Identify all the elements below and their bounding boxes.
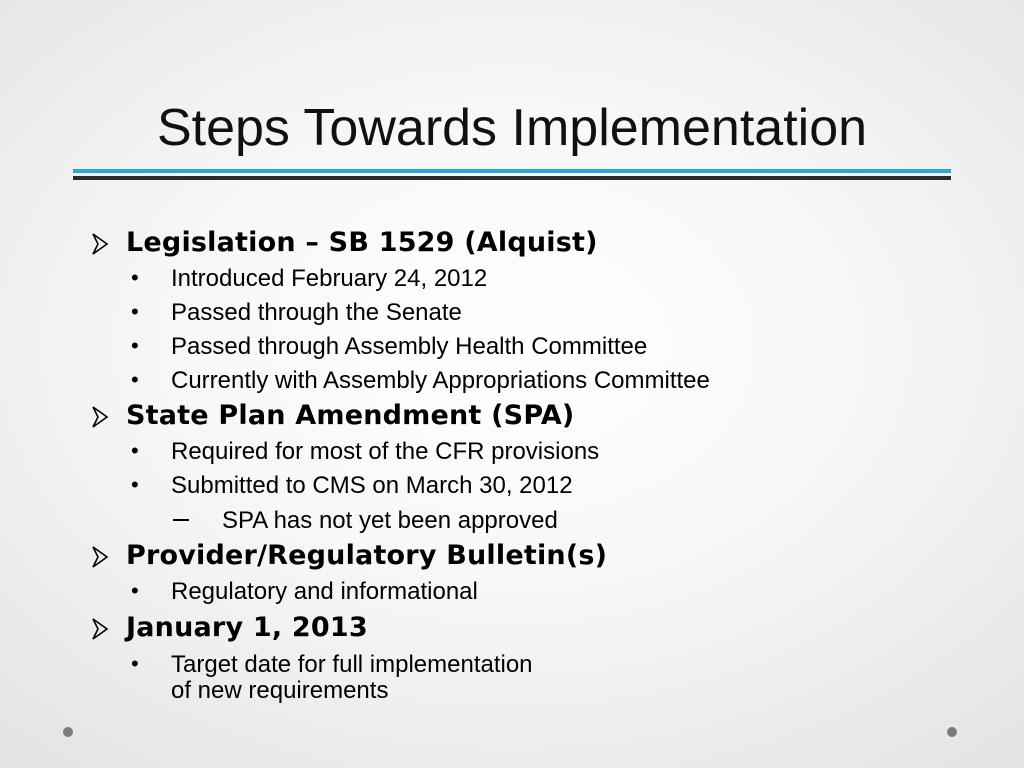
dot-icon	[947, 727, 957, 737]
list-item	[0, 367, 1024, 395]
list-item-text: Regulatory and informational	[171, 578, 478, 605]
section-january	[0, 612, 1024, 646]
section-spa	[0, 400, 1024, 434]
arrowhead-icon	[90, 545, 110, 569]
list-item-text: Required for most of the CFR provisions	[171, 438, 600, 465]
list-item	[0, 265, 1024, 293]
bullet-dot-icon: •	[131, 333, 139, 358]
list-item-text: Introduced February 24, 2012	[171, 265, 488, 292]
list-subitem-text: SPA has not yet been approved	[222, 507, 558, 534]
list-item	[0, 472, 1024, 500]
section-heading: Provider/Regulatory Bulletin(s)	[126, 540, 608, 571]
bullet-dot-icon: •	[131, 472, 139, 497]
arrowhead-icon	[90, 232, 110, 256]
section-legislation	[0, 227, 1024, 261]
list-item-continuation	[0, 677, 1024, 705]
bullet-dot-icon: •	[131, 651, 139, 676]
bullet-dot-icon: •	[131, 265, 139, 290]
dot-icon	[63, 727, 73, 737]
section-heading: January 1, 2013	[126, 612, 368, 643]
title-rule-dark	[73, 176, 951, 180]
bullet-dot-icon: •	[131, 438, 139, 463]
list-item	[0, 438, 1024, 466]
list-item	[0, 651, 1024, 679]
arrowhead-icon	[90, 617, 110, 641]
list-item-text: Currently with Assembly Appropriations Committee	[171, 367, 710, 394]
section-heading: Legislation – SB 1529 (Alquist)	[126, 227, 598, 258]
list-subitem	[0, 507, 1024, 535]
list-item-text: Target date for full implementation	[171, 651, 533, 678]
bullet-dot-icon: •	[131, 367, 139, 392]
slide-title: Steps Towards Implementation	[156, 99, 868, 157]
section-bulletins	[0, 540, 1024, 574]
arrowhead-icon	[90, 405, 110, 429]
section-heading: State Plan Amendment (SPA)	[126, 400, 575, 431]
list-item	[0, 578, 1024, 606]
list-item-text: Passed through Assembly Health Committee	[171, 333, 648, 360]
list-item-text: of new requirements	[171, 677, 389, 704]
list-item-text: Passed through the Senate	[171, 299, 462, 326]
list-item-text: Submitted to CMS on March 30, 2012	[171, 472, 573, 499]
list-item	[0, 299, 1024, 327]
bullet-dot-icon: •	[131, 578, 139, 603]
title-rule-accent	[73, 169, 951, 173]
bullet-dot-icon: •	[131, 299, 139, 324]
dash-icon	[173, 519, 189, 521]
list-item	[0, 333, 1024, 361]
